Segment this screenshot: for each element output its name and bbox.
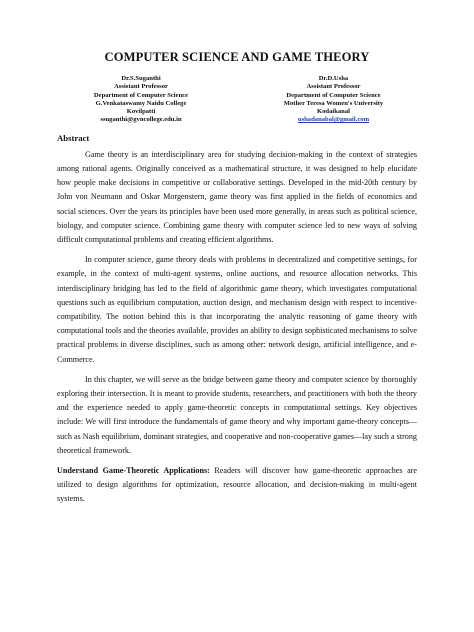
author-institution: G.Venkataswamy Naidu College [95,99,187,107]
author-department: Department of Computer Science [286,91,381,99]
author-department: Department of Computer Science [93,91,189,99]
author-2 [251,75,416,125]
author-institution: Mother Teresa Women's University [283,99,384,107]
body-paragraph: In this chapter, we will serve as the bridge between game theory and computer science by thoroughly exploring their intersection. It is meant to provide students, researchers, and practitioners with both the theory and the experience needed to apply game-theoretic concepts in computational settings. Key objectives include: We will first introduce the fundamentals of game theory and why important game-theory concepts—such as Nash equilibrium, dominant strategies, and cooperative and non-cooperative games—lay such a strong theoretical framework. [57,374,417,455]
author-position: Assistant Professor [114,83,168,91]
body-paragraph: Game theory is an interdisciplinary area for studying decision-making in the context of strategies among rational agents. Originally conceived as a mathematical structure, it was designed to help elucidate how people make decisions in competitive or collaborative settings. Developed in the mid-20th century by John von Neumann and Oskar Morgenstern, game theory was first applied in the fields of economics and social sciences. Over the years its principles have been used more generally, in areas such as political science, biology, and computer science. Combining game theory with computer science led to new ways of solving difficult computational problems and creating efficient algorithms. [57,149,417,244]
author-name: Dr.D.Usha [318,75,349,82]
author-name: Dr.S.Suganthi [121,75,161,82]
author-email: ssuganthi@gvncollege.edu.in [100,116,182,124]
objective-text: Readers will discover how game-theoretic approaches are utilized to design algorithms for optimization, resource allocation, and decision-making in multi-agent systems. [57,466,417,504]
objective-label: Understand Game-Theoretic Applications: [57,466,210,476]
author-city: Kovilpatti [126,108,156,116]
author-position: Assistant Professor [306,83,361,91]
objective-paragraph [57,464,417,507]
abstract-heading: Abstract [57,132,90,143]
body-paragraph: In computer science, game theory deals with problems in decentralized and competitive settings, for example, in the context of multi-agent systems, online auctions, and resource allocation networks. This interdisciplinary bridging has led to the field of algorithmic game theory, which investigates computational questions such as equilibrium computation, auction design, and mechanism design with respect to incentive-compatibility. The notion behind this is that incorporating the analytic reasoning of game theory with computational tools and the theories available, provides an ability to design sophisticated mechanisms to solve practical problems in diverse disciplines, such as among other: network design, artificial intelligence, and e-Commerce. [57,255,417,364]
author-city: Kodaikanal [317,108,350,116]
author-block [57,75,417,125]
paper-title: COMPUTER SCIENCE AND GAME THEORY [104,50,370,64]
author-email-link[interactable]: ushadanabal@gmail.com [297,116,370,124]
author-1 [56,75,226,125]
